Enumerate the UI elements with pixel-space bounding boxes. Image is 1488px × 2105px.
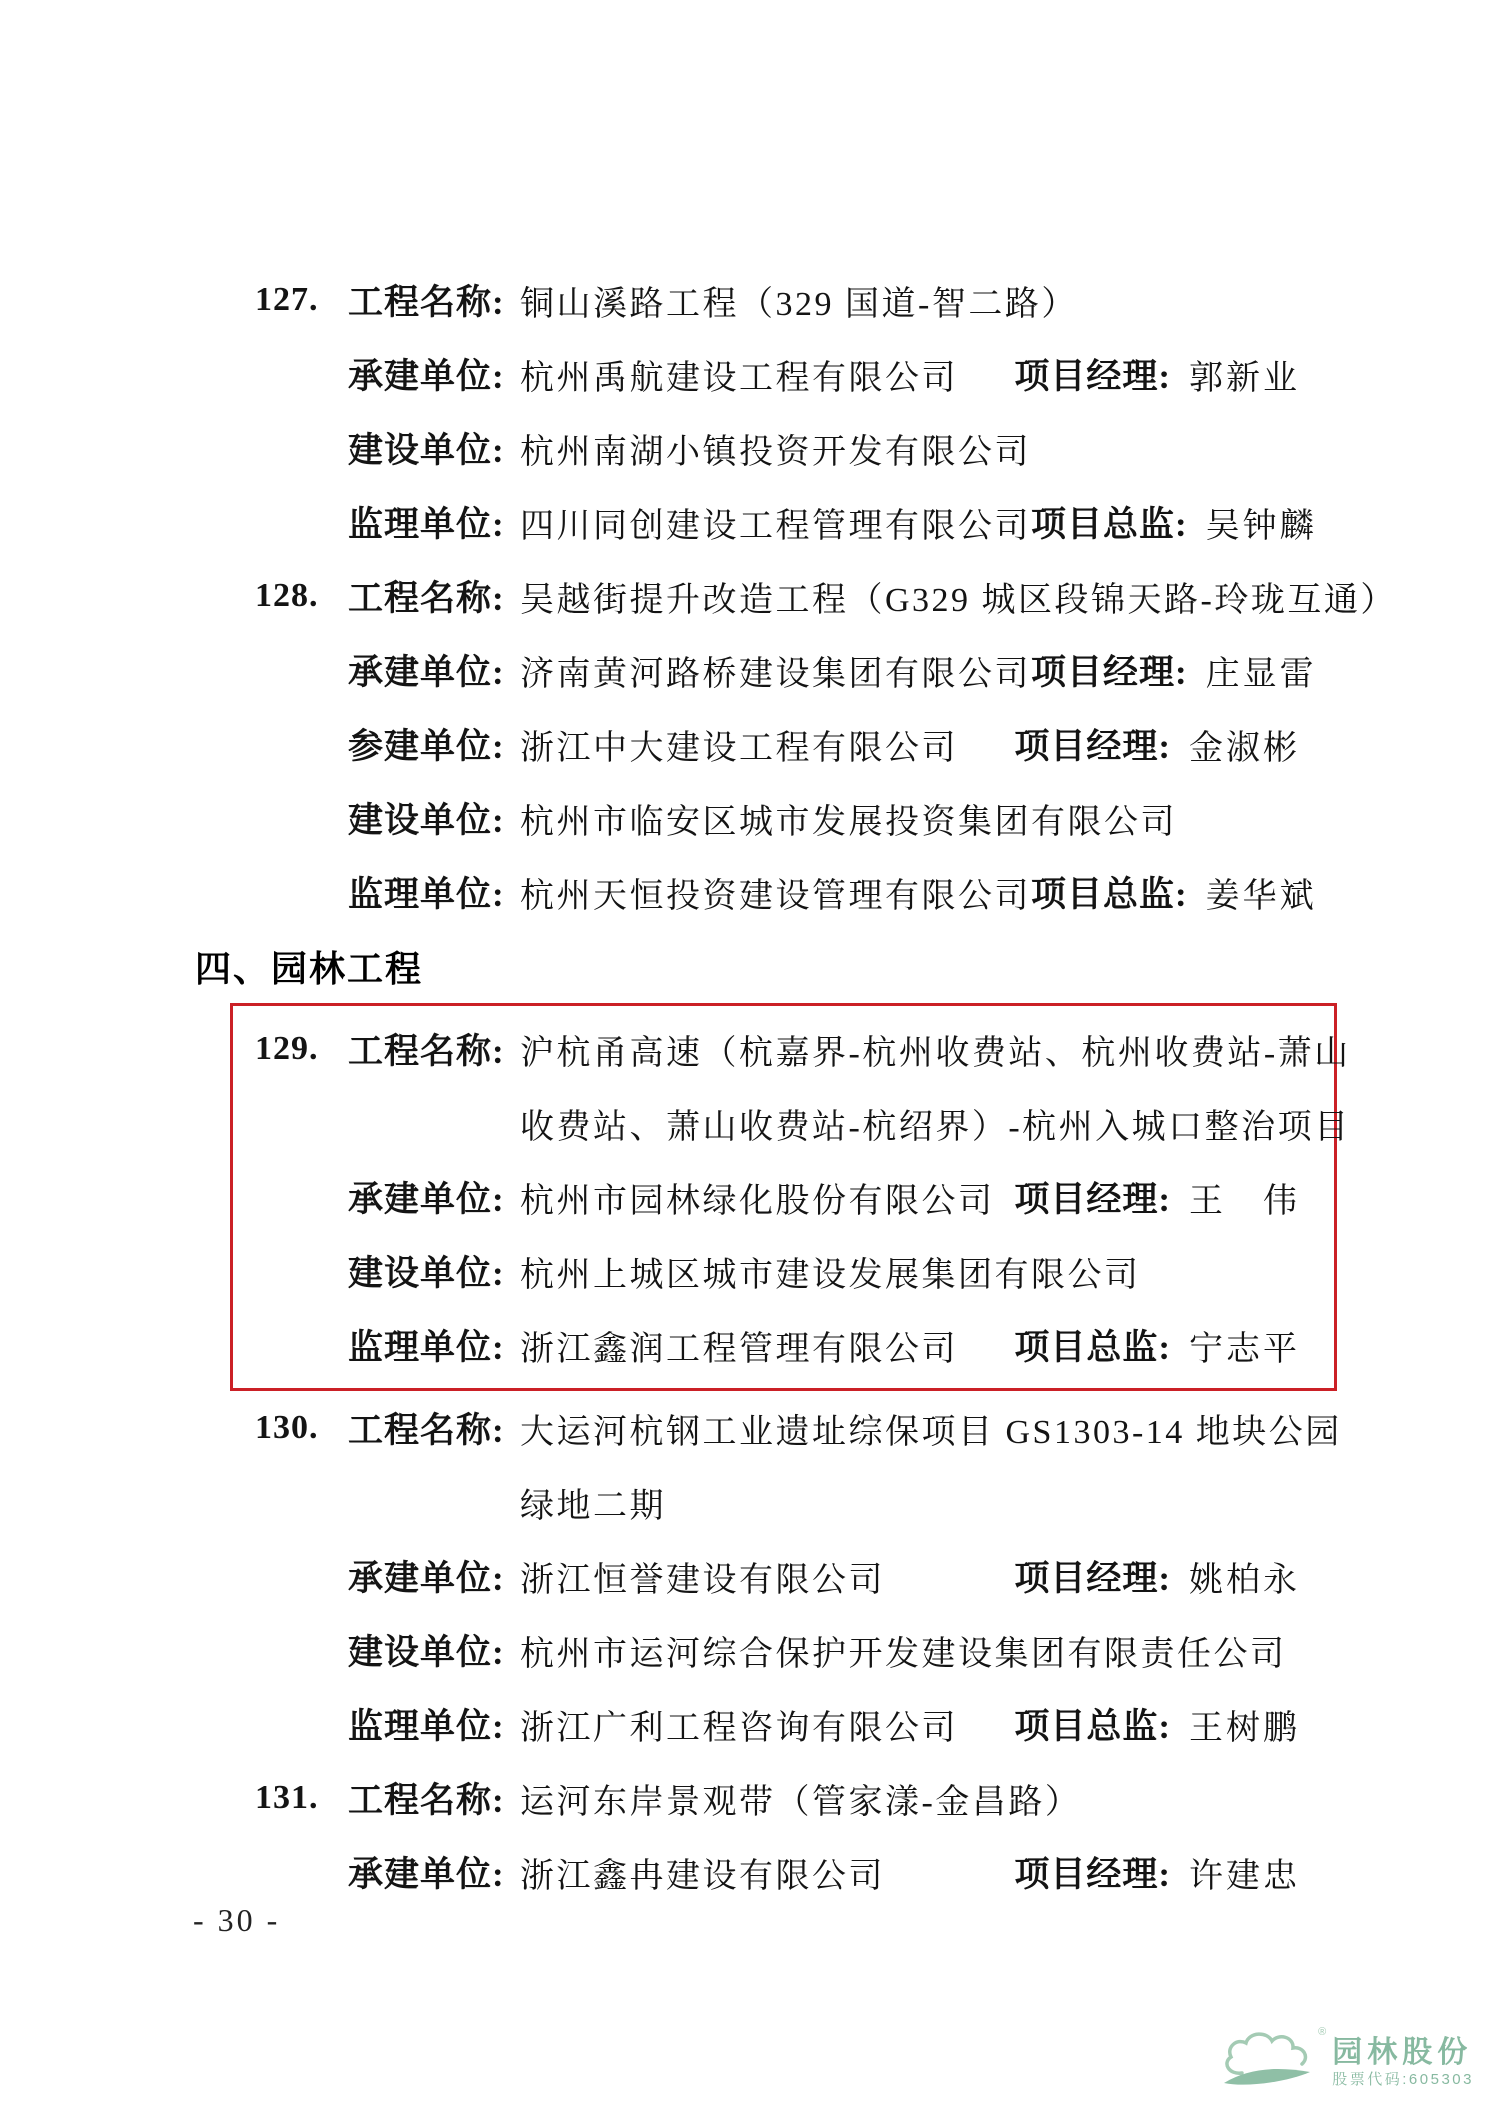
manager-label: 项目总监: — [1014, 1707, 1171, 1746]
entry-row — [255, 633, 1317, 707]
field-value: 杭州市运河综合保护开发建设集团有限责任公司 — [520, 1635, 1287, 1673]
manager-label: 项目经理: — [1014, 727, 1171, 766]
field-value: 杭州上城区城市建设发展集团有限公司 — [520, 1256, 1141, 1294]
manager-label: 项目经理: — [1014, 1855, 1171, 1894]
cloud-leaf-icon — [1218, 2026, 1327, 2097]
field-label: 建设单位: — [348, 1633, 505, 1672]
field-label: 工程名称: — [348, 283, 505, 322]
section-heading — [195, 929, 1300, 1003]
field-label: 工程名称: — [348, 1781, 505, 1820]
entry-row — [255, 1012, 1351, 1086]
field-label: 监理单位: — [348, 505, 505, 544]
manager-label: 项目经理: — [1031, 653, 1188, 692]
entry-row — [255, 1086, 1351, 1160]
manager-group — [1031, 867, 1317, 917]
field-value: 运河东岸景观带（管家漾-金昌路） — [520, 1783, 1082, 1821]
manager-label: 项目经理: — [1014, 1559, 1171, 1598]
field-value: 杭州禹航建设工程有限公司 — [520, 359, 958, 397]
brand-watermark — [1218, 2028, 1474, 2097]
entry-row — [255, 1234, 1300, 1308]
field-value: 吴越街提升改造工程（G329 城区段锦天路-玲珑互通） — [520, 581, 1397, 619]
field-label: 监理单位: — [348, 1707, 505, 1746]
entry-row — [255, 1687, 1300, 1761]
page-number: - 30 - — [193, 1902, 281, 1938]
field-label: 工程名称: — [348, 1032, 505, 1071]
entry-row — [255, 1613, 1300, 1687]
field-label: 工程名称: — [348, 579, 505, 618]
project-entry — [255, 559, 1397, 929]
field-value: 浙江中大建设工程有限公司 — [520, 729, 958, 767]
entry-number: 130. — [255, 1409, 319, 1446]
manager-group — [1014, 1320, 1300, 1370]
field-value: 浙江广利工程咨询有限公司 — [520, 1709, 958, 1747]
manager-name: 姜华斌 — [1205, 877, 1317, 915]
entry-row — [255, 1761, 1300, 1835]
section-heading-text: 四、园林工程 — [195, 947, 424, 989]
manager-label: 项目经理: — [1014, 357, 1171, 396]
field-label: 建设单位: — [348, 431, 505, 470]
manager-label: 项目总监: — [1014, 1328, 1171, 1367]
project-entry — [255, 1391, 1342, 1761]
manager-group — [1031, 497, 1317, 547]
manager-group — [1014, 1699, 1300, 1749]
field-label: 承建单位: — [348, 1559, 505, 1598]
entry-row — [255, 707, 1300, 781]
entry-row — [255, 1391, 1342, 1465]
stock-code: 股票代码:605303 — [1332, 2070, 1474, 2088]
field-value: 杭州市临安区城市发展投资集团有限公司 — [520, 803, 1177, 841]
field-value: 大运河杭钢工业遗址综保项目 GS1303-14 地块公园 — [520, 1413, 1342, 1451]
field-label: 工程名称: — [348, 1411, 505, 1450]
field-value: 杭州天恒投资建设管理有限公司 — [520, 877, 1031, 915]
brand-name: 园林股份 — [1332, 2035, 1473, 2069]
manager-group — [1014, 719, 1300, 769]
field-value: 杭州南湖小镇投资开发有限公司 — [520, 433, 1031, 471]
document-body — [0, 263, 1488, 1909]
entry-row — [255, 1308, 1300, 1382]
manager-name: 王 伟 — [1189, 1182, 1300, 1220]
entry-number: 131. — [255, 1779, 319, 1816]
manager-group — [1031, 645, 1317, 695]
entry-row — [255, 337, 1300, 411]
field-value: 铜山溪路工程（329 国道-智二路） — [520, 285, 1078, 323]
field-value: 浙江鑫冉建设有限公司 — [520, 1857, 885, 1895]
field-label: 参建单位: — [348, 727, 505, 766]
highlighted-entry — [230, 1003, 1351, 1391]
field-value: 济南黄河路桥建设集团有限公司 — [520, 655, 1031, 693]
entry-row — [255, 781, 1300, 855]
registered-mark: ® — [1318, 2026, 1327, 2038]
field-value: 四川同创建设工程管理有限公司 — [520, 507, 1031, 545]
entry-row — [255, 1160, 1300, 1234]
entry-row — [255, 855, 1317, 929]
entry-row — [255, 411, 1300, 485]
manager-name: 庄显雷 — [1205, 655, 1317, 693]
manager-group — [1014, 1172, 1300, 1222]
field-label: 承建单位: — [348, 357, 505, 396]
field-label: 承建单位: — [348, 1180, 505, 1219]
field-value: 浙江恒誉建设有限公司 — [520, 1561, 885, 1599]
entry-row — [255, 485, 1317, 559]
manager-label: 项目总监: — [1031, 875, 1188, 914]
manager-group — [1014, 1551, 1300, 1601]
entry-row — [255, 1465, 1300, 1539]
entry-number: 127. — [255, 281, 319, 318]
project-entry — [255, 263, 1317, 559]
field-label: 承建单位: — [348, 1855, 505, 1894]
entry-number: 129. — [255, 1030, 319, 1067]
manager-name: 宁志平 — [1189, 1330, 1300, 1368]
entry-number: 128. — [255, 577, 319, 614]
project-entry — [255, 1761, 1300, 1909]
manager-group — [1014, 349, 1300, 399]
entry-row — [255, 559, 1397, 633]
field-value: 绿地二期 — [520, 1487, 666, 1525]
brand-text-block — [1332, 2036, 1474, 2090]
entry-row — [255, 1539, 1300, 1613]
field-value: 收费站、萧山收费站-杭绍界）-杭州入城口整治项目 — [520, 1108, 1351, 1146]
field-label: 建设单位: — [348, 801, 505, 840]
field-label: 承建单位: — [348, 653, 505, 692]
entry-row — [255, 1835, 1300, 1909]
manager-group — [1014, 1847, 1300, 1897]
field-label: 监理单位: — [348, 875, 505, 914]
manager-name: 吴钟麟 — [1205, 507, 1317, 545]
manager-name: 王树鹏 — [1189, 1709, 1300, 1747]
manager-name: 许建忠 — [1189, 1857, 1300, 1895]
field-label: 监理单位: — [348, 1328, 505, 1367]
field-value: 杭州市园林绿化股份有限公司 — [520, 1182, 995, 1220]
manager-label: 项目总监: — [1031, 505, 1188, 544]
field-label: 建设单位: — [348, 1254, 505, 1293]
field-value: 浙江鑫润工程管理有限公司 — [520, 1330, 958, 1368]
manager-name: 姚柏永 — [1189, 1561, 1300, 1599]
entry-row — [255, 263, 1300, 337]
manager-name: 金淑彬 — [1189, 729, 1300, 767]
manager-label: 项目经理: — [1014, 1180, 1171, 1219]
field-value: 沪杭甬高速（杭嘉界-杭州收费站、杭州收费站-萧山 — [520, 1034, 1351, 1072]
manager-name: 郭新业 — [1189, 359, 1300, 397]
